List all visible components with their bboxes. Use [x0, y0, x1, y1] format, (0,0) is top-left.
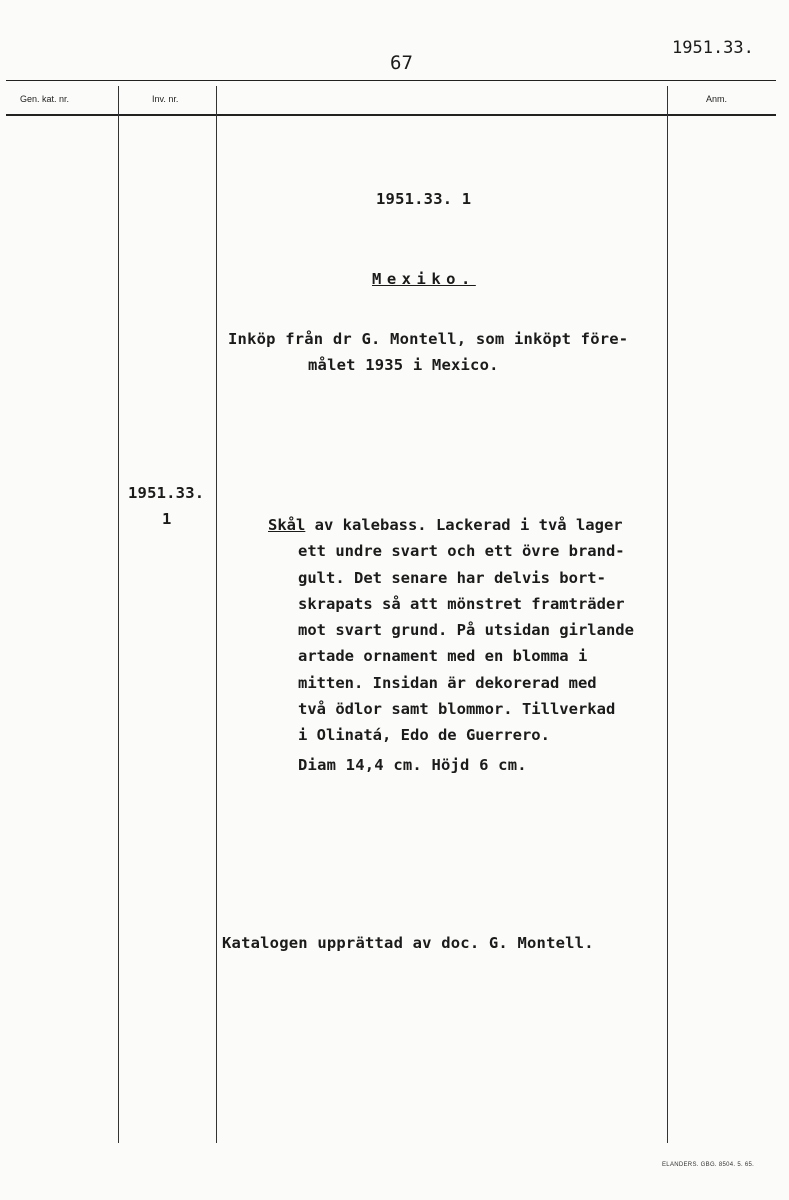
- description-line: två ödlor samt blommor. Tillverkad: [298, 700, 616, 719]
- description-line: i Olinatá, Edo de Guerrero.: [298, 726, 550, 745]
- header-rule-top: [6, 80, 776, 81]
- description-line: ett undre svart och ett övre brand-: [298, 542, 625, 561]
- column-divider-1: [118, 86, 119, 1143]
- inventory-number: 1951.33.: [128, 484, 205, 502]
- description-line: [268, 512, 634, 538]
- description-line: gult. Det senare har delvis bort-: [298, 568, 606, 587]
- provenance-line-1: Inköp från dr G. Montell, som inköpt före-: [228, 330, 629, 348]
- description-first-line: av kalebass. Lackerad i två lager: [305, 516, 623, 534]
- column-header-inv-nr: Inv. nr.: [152, 94, 179, 104]
- catalog-number: 1951.33. 1: [376, 190, 472, 208]
- page-number: 67: [390, 52, 413, 74]
- header-rule-bottom: [6, 114, 776, 116]
- object-name: Skål: [268, 516, 306, 534]
- top-reference-number: 1951.33.: [672, 38, 754, 58]
- column-header-gen-kat-nr: Gen. kat. nr.: [20, 94, 70, 104]
- printer-mark: ELANDERS. GBG. 8504. 5. 65.: [662, 1162, 755, 1168]
- column-divider-3: [667, 86, 668, 1143]
- provenance-line-2: målet 1935 i Mexico.: [308, 356, 499, 374]
- object-description: [268, 512, 634, 749]
- column-header-anm: Anm.: [706, 94, 728, 104]
- description-line: mitten. Insidan är dekorerad med: [298, 673, 597, 692]
- column-divider-2: [216, 86, 217, 1143]
- dimensions: Diam 14,4 cm. Höjd 6 cm.: [298, 756, 527, 774]
- inventory-subnumber: 1: [162, 510, 172, 528]
- description-line: skrapats så att mönstret framträder: [298, 594, 625, 613]
- description-line: mot svart grund. På utsidan girlande: [298, 621, 634, 640]
- catalogued-by: Katalogen upprättad av doc. G. Montell.: [222, 934, 594, 952]
- description-line: artade ornament med en blomma i: [298, 647, 588, 666]
- country-heading: Mexiko.: [372, 270, 476, 288]
